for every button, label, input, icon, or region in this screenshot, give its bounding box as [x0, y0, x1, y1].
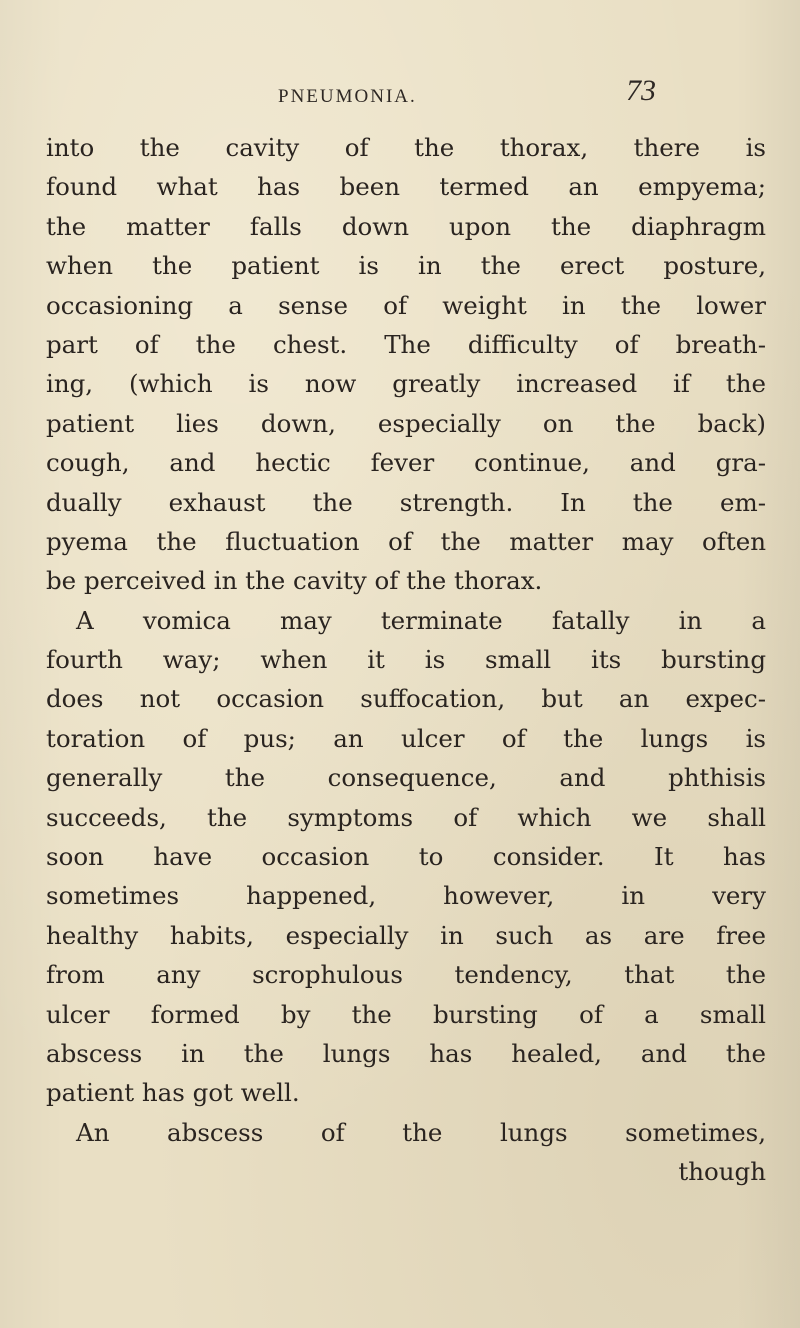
text-line: ulcer formed by the bursting of a small — [46, 999, 766, 1029]
text-line: succeeds, the symptoms of which we shall — [46, 802, 766, 832]
text-line: A vomica may terminate fatally in a — [76, 605, 766, 635]
text-line: occasioning a sense of weight in the lower — [46, 290, 766, 320]
text-line: when the patient is in the erect posture, — [46, 251, 766, 281]
text-line: cough, and hectic fever continue, and gra- — [46, 448, 766, 478]
text-line: be perceived in the cavity of the thorax. — [46, 566, 543, 596]
text-line: healthy habits, especially in such as are free — [46, 920, 766, 950]
text-line: generally the consequence, and phthisis — [46, 763, 766, 793]
text-line: patient lies down, especially on the back) — [46, 408, 766, 438]
text-line: from any scrophulous tendency, that the — [46, 960, 766, 990]
text-line: fourth way; when it is small its bursting — [46, 645, 766, 675]
text-line: An abscess of the lungs sometimes, — [76, 1117, 766, 1147]
text-line: into the cavity of the thorax, there is — [46, 133, 766, 162]
text-line: soon have occasion to consider. It has — [46, 842, 766, 872]
text-line: patient has got well. — [46, 1078, 300, 1108]
text-line: found what has been termed an empyema; — [46, 172, 766, 202]
catchword: though — [678, 1157, 766, 1187]
running-head: PNEUMONIA. — [278, 86, 417, 107]
text-line: sometimes happened, however, in very — [46, 881, 766, 911]
body-text — [46, 128, 766, 1192]
text-line: toration of pus; an ulcer of the lungs is — [46, 723, 766, 753]
text-line: does not occasion suffocation, but an expec- — [46, 684, 766, 714]
text-line: abscess in the lungs has healed, and the — [46, 1038, 766, 1068]
text-line: pyema the fluctuation of the matter may often — [46, 526, 766, 556]
text-line: the matter falls down upon the diaphragm — [46, 211, 766, 241]
page-number: 73 — [626, 74, 656, 107]
text-line: dually exhaust the strength. In the em- — [46, 487, 766, 517]
text-line: part of the chest. The difficulty of breath- — [46, 329, 766, 359]
text-line: ing, (which is now greatly increased if the — [46, 369, 766, 399]
